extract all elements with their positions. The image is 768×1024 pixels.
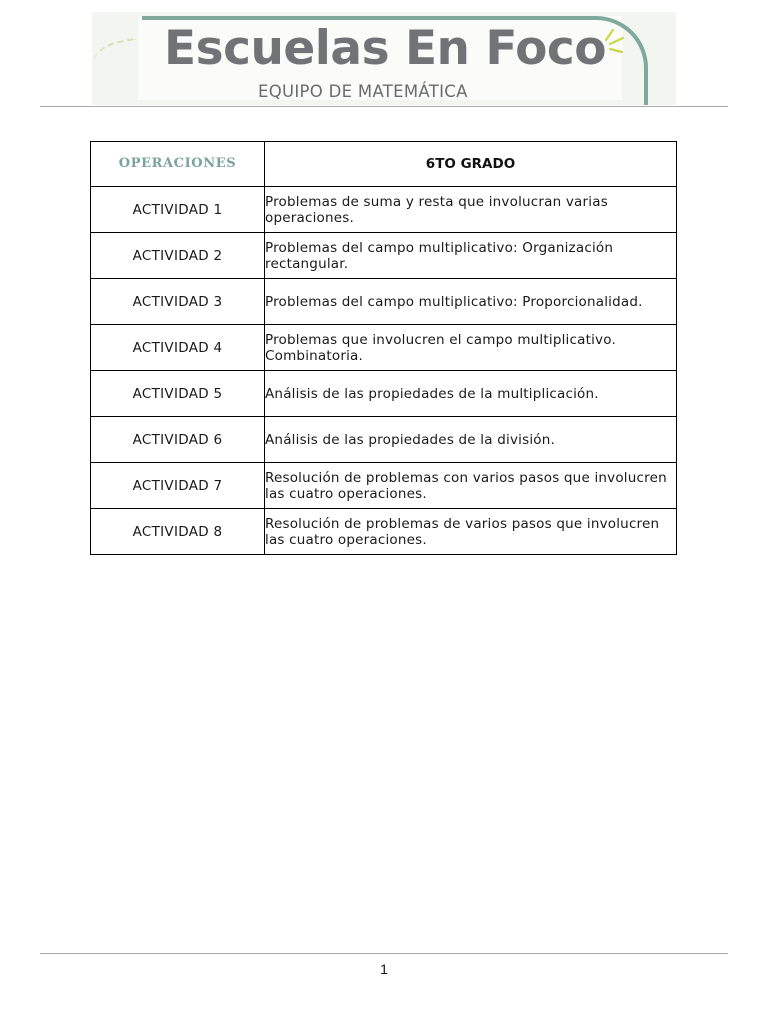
footer-divider (40, 953, 728, 954)
sparkle-icon (604, 28, 626, 56)
table-row (91, 233, 677, 279)
table-row (91, 509, 677, 555)
table-row (91, 325, 677, 371)
operations-table (90, 141, 677, 555)
header-grade: 6TO GRADO (265, 142, 677, 187)
activity-label: ACTIVIDAD 3 (91, 279, 265, 325)
activity-description: Análisis de las propiedades de la división. (265, 417, 677, 463)
header-operaciones: OPERACIONES (91, 142, 265, 187)
table-row (91, 371, 677, 417)
activity-label: ACTIVIDAD 6 (91, 417, 265, 463)
activity-description: Problemas que involucren el campo multiplicativo. Combinatoria. (265, 325, 677, 371)
activity-description: Problemas de suma y resta que involucran varias operaciones. (265, 187, 677, 233)
activity-description: Análisis de las propiedades de la multiplicación. (265, 371, 677, 417)
activity-label: ACTIVIDAD 2 (91, 233, 265, 279)
activity-description: Problemas del campo multiplicativo: Proporcionalidad. (265, 279, 677, 325)
activity-description: Problemas del campo multiplicativo: Organización rectangular. (265, 233, 677, 279)
activity-label: ACTIVIDAD 8 (91, 509, 265, 555)
header-divider (40, 106, 728, 107)
header-banner (92, 12, 676, 105)
activity-label: ACTIVIDAD 7 (91, 463, 265, 509)
brand-subtitle: EQUIPO DE MATEMÁTICA (258, 82, 468, 101)
activity-description: Resolución de problemas con varios pasos que involucren las cuatro operaciones. (265, 463, 677, 509)
activity-label: ACTIVIDAD 1 (91, 187, 265, 233)
table-row (91, 417, 677, 463)
activity-label: ACTIVIDAD 5 (91, 371, 265, 417)
table-header-row (91, 142, 677, 187)
brand-logo-text: Escuelas En Foco (164, 21, 607, 76)
activity-description: Resolución de problemas de varios pasos que involucren las cuatro operaciones. (265, 509, 677, 555)
decorative-dotted-curve (92, 37, 143, 78)
table-row (91, 279, 677, 325)
table-row (91, 463, 677, 509)
activity-label: ACTIVIDAD 4 (91, 325, 265, 371)
page-number: 1 (380, 961, 388, 977)
table-row (91, 187, 677, 233)
